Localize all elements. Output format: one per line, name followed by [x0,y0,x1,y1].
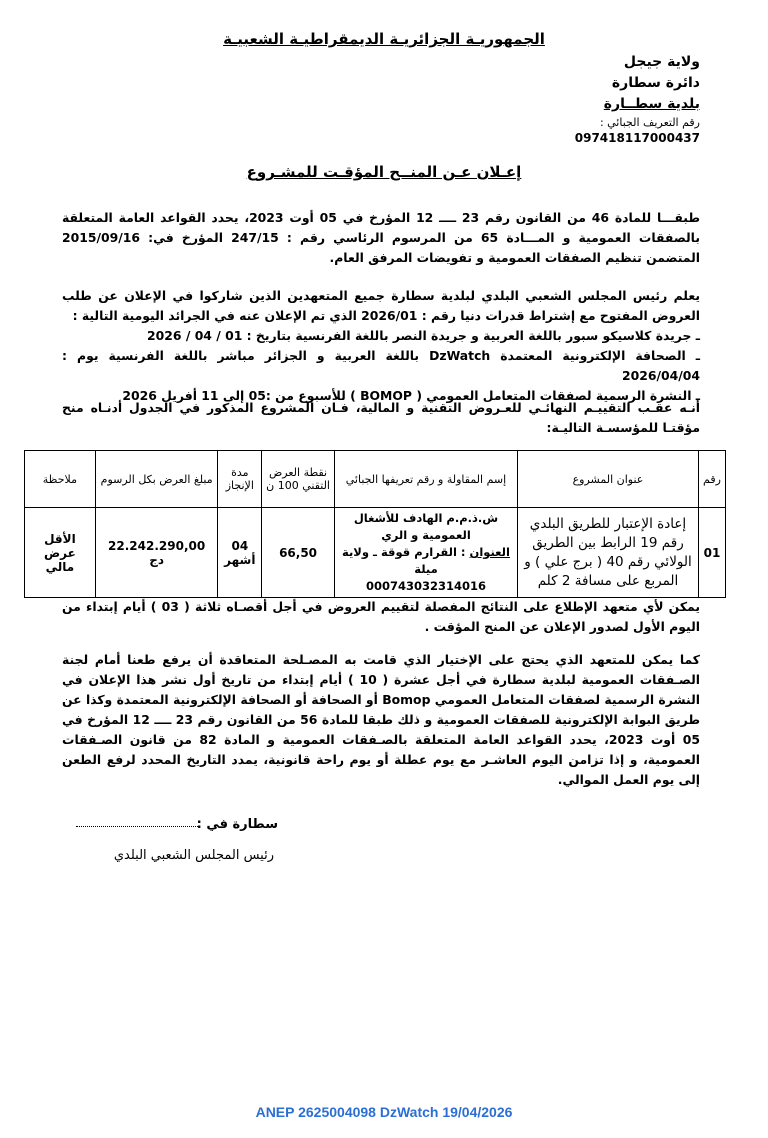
daira-name: دائرة سطارة [611,75,700,91]
duration-value: 04 [231,538,249,553]
row-num: 01 [698,508,725,598]
row-contractor [334,508,517,598]
address-label: العنوان [469,545,510,559]
legal-basis-paragraph: طبقـــا للمادة 46 من القانون رقم 23 ــــ 12 المؤرخ في 05 أوت 2023، يحدد القواعد العامة المتعلقة بالصفقات العمومية و المـــادة 65 من المرسوم الرئاسي رقم : 247/15 المؤرخ في: 2015/09/16 المتضمن تنظيم الصفقات العمومية و تفويضات المرفق العام. [62,210,701,265]
header-contractor: إسم المقاولة و رقم تعريفها الجبائي [334,451,517,508]
row-notes: الأقل عرض مالي [25,508,96,598]
address-value: : القرارم قوقة ـ ولاية ميلة [342,545,466,576]
row-tech-score: 66,50 [262,508,335,598]
signature-date-line [76,826,200,827]
contractor-address [338,544,514,578]
appeal-paragraph: كما يمكن للمتعهد الذي يحتج على الإختيار الذي قامت به المصـلحة المتعاقدة أن يرفع طعنا أمام لجنة الصـفقات العمومية لبلدية سطارة في أجل عشرة ( 10 ) أيام إبتداء من تاريخ أول نشر هذا الإعلان في النشرة الرسمية لصفقات المتعامل العمومي Bomop أو الصحافة أو الصحافة الإلكترونية المعتمدة وكذا عن طريق البوابة الإلكترونية للصفقات العمومية و ذلك طبقا للمادة 56 من القانون رقم 23 ــــ 12 المؤرخ في 05 أوت 2023، يحدد القواعد العامة المتعلقة بالصـفقات العمومية و المادة 82 من قانون الصـفقات العمومية، و إذا تزامن اليوم العاشـر مع يوم عطلة أو يوم راحة قانونية، يمدد التاريخ المحدد لرفع الطعن إلى يوم العمل الموالي. [62,652,701,787]
award-intro-paragraph: أنـه عقـب التقييـم النهائـي للعـروض التقنية و المالية، فـان المشروع المذكور في الجدول أدنـاه منح مؤقتـا للمؤسسـة التاليـة: [62,400,700,435]
duration-unit: أشهر [224,552,256,567]
header-notes: ملاحظة [25,451,96,508]
row-project: إعادة الإعتبار للطريق البلدي رقم 19 الرابط بين الطريق الولائي رقم 40 ( برج علي ) و المربع على مسافة 2 كلم [518,508,699,598]
award-table [24,450,726,598]
publication-intro: يعلم رئيس المجلس الشعبي البلدي لبلدية سطارة جميع المتعهدين الذين شاركوا في الإعلان عن طلب العروض المفتوح مع إشتراط قدرات دنيا رقم : 2026/01 الذي تم الإعلان عنه في الجرائد اليومية التالية : [62,288,700,323]
results-paragraph: يمكن لأي متعهد الإطلاع على النتائج المفصلة لتقييم العروض في أجل أقصـاه ثلاثة ( 03 ) أيام إبتداء من اليوم الأول لصدور الإعلان عن المنح المؤقت . [62,599,700,634]
header-project: عنوان المشروع [518,451,699,508]
commune-name: بلدية سطــارة [603,96,700,112]
tax-id-value: 097418117000437 [574,131,700,145]
header-tech-score: نقطة العرض التقني 100 ن [262,451,335,508]
row-duration [218,508,262,598]
footer-reference: ANEP 2625004098 DzWatch 19/04/2026 [255,1104,513,1120]
table-header-row [25,451,726,508]
tax-id-label: رقم التعريف الجبائي : [599,116,700,129]
header-amount: مبلغ العرض بكل الرسوم [95,451,218,508]
row-amount: 22.242.290,00 دج [95,508,218,598]
publication-paragraph [62,286,700,406]
table-row [25,508,726,598]
contractor-name: ش.ذ.م.م الهادف للأشغال العمومية و الري [353,511,499,542]
signature-place: سطارة في : [196,817,278,832]
country-title: الجمهوريـة الجزائريـة الديمقراطيـة الشعبيـة [223,30,545,48]
issuer-header [500,52,700,146]
header-duration: مدة الإنجاز [218,451,262,508]
contractor-tax-id: 000743032314016 [365,579,486,593]
header-num: رقم [698,451,725,508]
publication-newspapers: ـ جريدة كلاسيكو سبور باللغة العربية و جريدة النصر باللغة الفرنسية بتاريخ : 01 / 04 / 2026 [147,328,700,343]
signature-title: رئيس المجلس الشعبي البلدي [113,848,274,863]
publication-electronic: ـ الصحافة الإلكترونية المعتمدة DzWatch باللغة العربية و الجزائر مباشر باللغة الفرنسية يوم : 2026/04/04 [62,348,700,383]
publication-bomop: ـ النشرة الرسمية لصفقات المتعامل العمومي ( BOMOP ) للأسبوع من :05 إلى 11 أفريل 2026 [122,388,700,403]
notice-title: إعـلان عـن المنــح المؤقـت للمشـروع [246,163,522,181]
wilaya-name: ولاية جيجل [623,54,700,70]
